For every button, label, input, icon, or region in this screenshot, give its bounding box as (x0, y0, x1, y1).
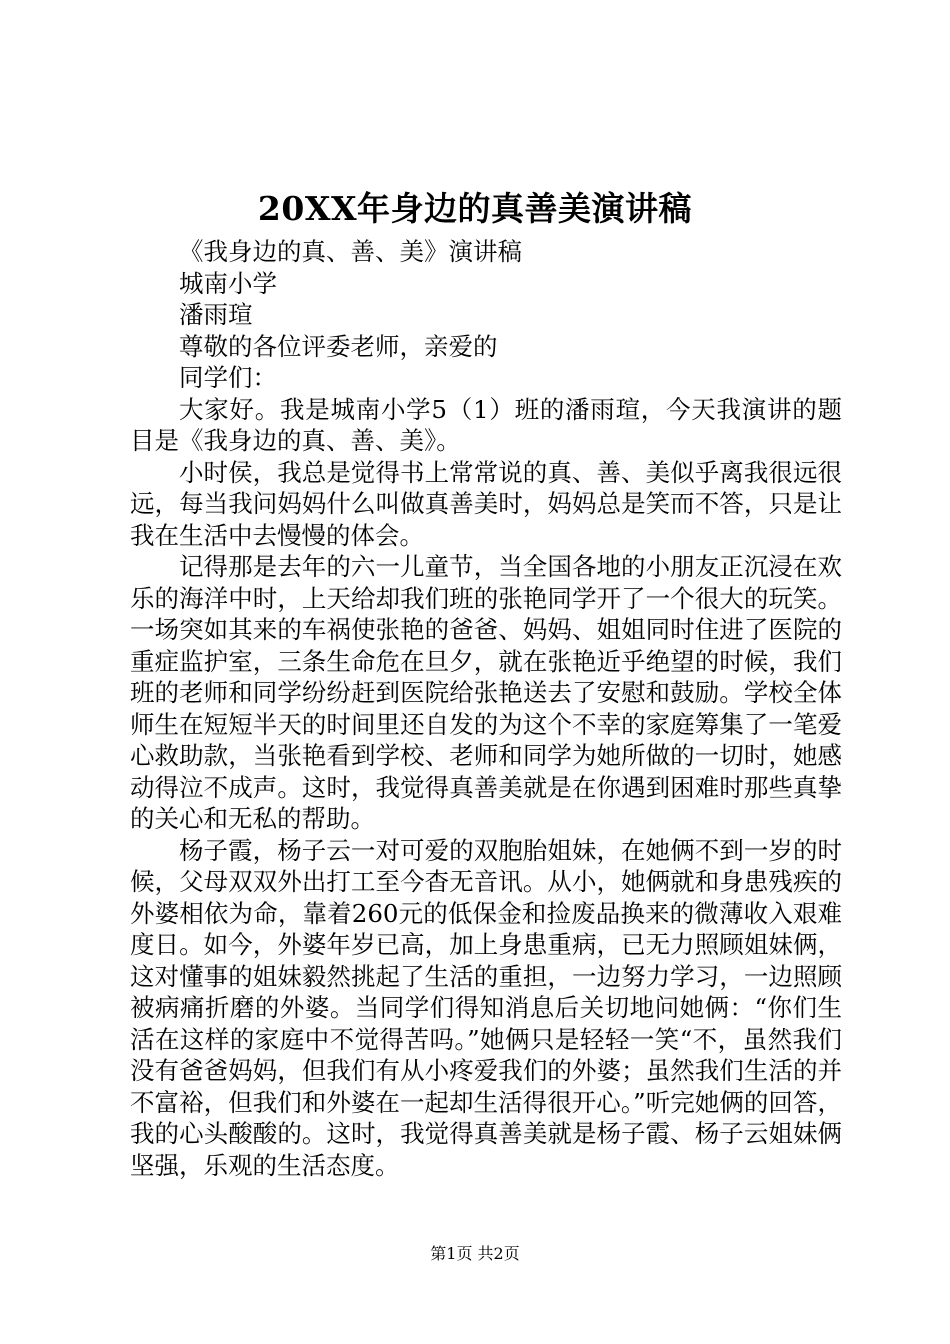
paragraph-zhang-yan: 记得那是去年的六一儿童节，当全国各地的小朋友正沉浸在欢乐的海洋中时，上天给却我们班的张艳同学开了一个很大的玩笑。一场突如其来的车祸使张艳的爸爸、妈妈、姐姐同时住进了医院的重症监护室，三条生命危在旦夕，就在张艳近乎绝望的时候，我们班的老师和同学纷纷赶到医院给张艳送去了安慰和鼓励。学校全体师生在短短半天的时间里还自发的为这个不幸的家庭筹集了一笔爱心救助款，当张艳看到学校、老师和同学为她所做的一切时，她感动得泣不成声。这时，我觉得真善美就是在你遇到困难时那些真挚的关心和无私的帮助。 (130, 552, 842, 833)
document-title: 20XX年身边的真善美演讲稿 (257, 189, 693, 228)
salutation-line-1: 尊敬的各位评委老师，亲爱的 (179, 331, 498, 361)
paragraph-introduction: 大家好。我是城南小学5（1）班的潘雨瑄，今天我演讲的题目是《我身边的真、善、美》。 (130, 394, 842, 455)
page-footer: 第1页 共2页 (430, 1244, 520, 1263)
speech-heading: 《我身边的真、善、美》演讲稿 (179, 237, 522, 266)
author-name: 潘雨瑄 (179, 300, 253, 329)
document-body (130, 236, 842, 1181)
salutation-line-2: 同学们： (179, 363, 277, 392)
paragraph-twin-sisters: 杨子霞，杨子云一对可爱的双胞胎姐妹，在她俩不到一岁的时候，父母双双外出打工至今杳无音讯。从小，她俩就和身患残疾的外婆相依为命，靠着260元的低保金和捡废品换来的微薄收入艰难度日。如今，外婆年岁已高，加上身患重病，已无力照顾姐妹俩，这对懂事的姐妹毅然挑起了生活的重担，一边努力学习，一边照顾被病痛折磨的外婆。当同学们得知消息后关切地问她俩：“你们生活在这样的家庭中不觉得苦吗。”她俩只是轻轻一笑“不，虽然我们没有爸爸妈妈，但我们有从小疼爱我们的外婆；虽然我们生活的并不富裕，但我们和外婆在一起却生活得很开心。”听完她俩的回答，我的心头酸酸的。这时，我觉得真善美就是杨子霞、杨子云姐妹俩坚强，乐观的生活态度。 (130, 835, 842, 1180)
paragraph-childhood: 小时侯，我总是觉得书上常常说的真、善、美似乎离我很远很远，每当我问妈妈什么叫做真善美时，妈妈总是笑而不答，只是让我在生活中去慢慢的体会。 (130, 457, 842, 550)
school-name: 城南小学 (179, 268, 277, 298)
